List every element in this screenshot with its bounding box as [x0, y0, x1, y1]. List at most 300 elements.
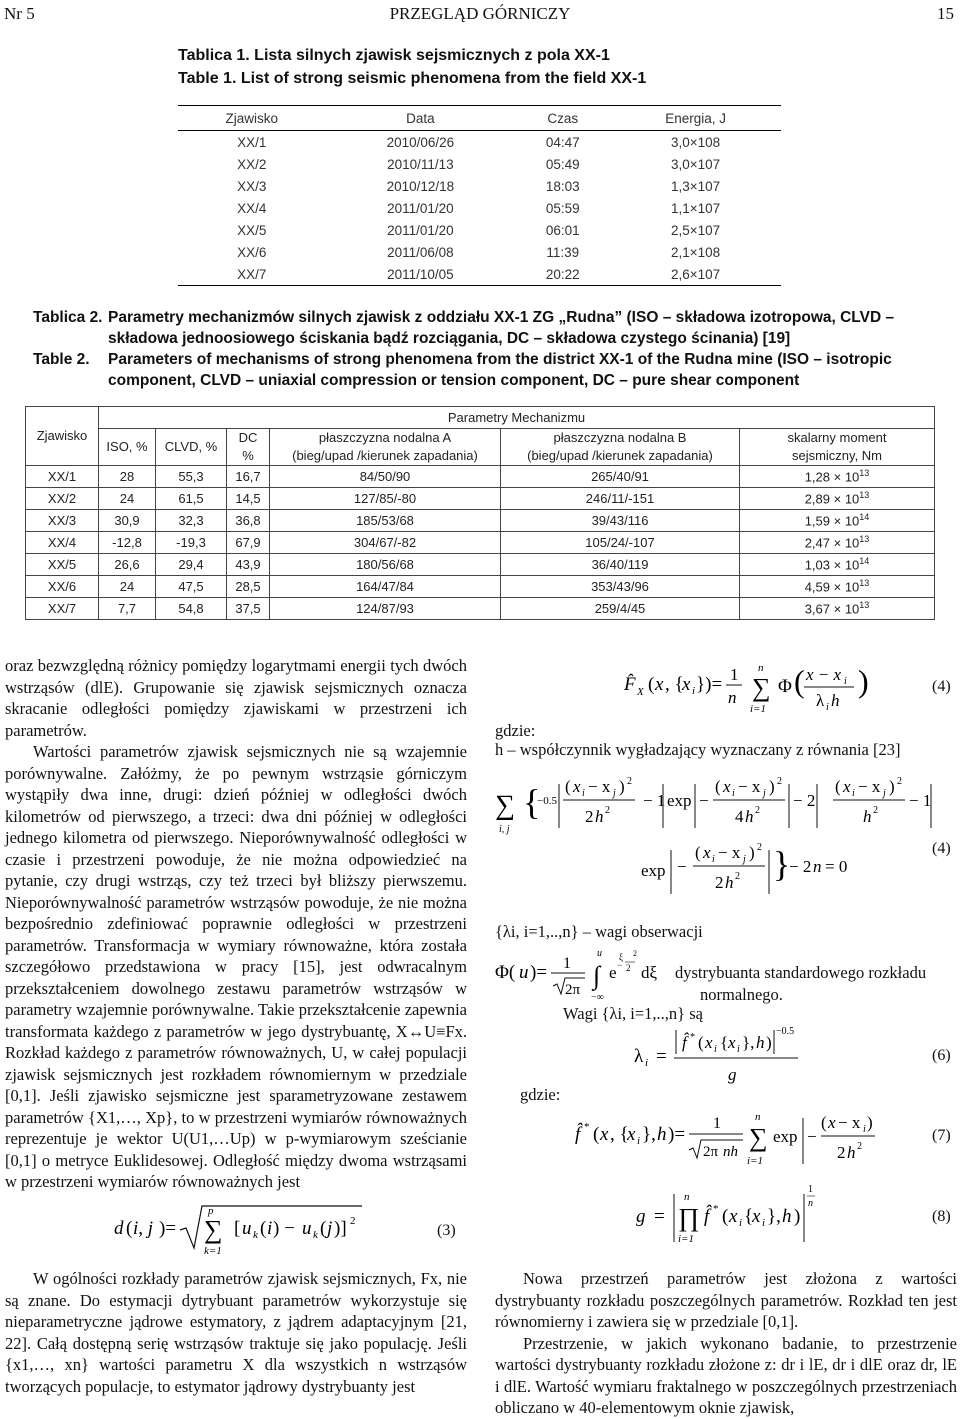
svg-text:nh: nh [723, 1144, 738, 1160]
svg-text:x: x [843, 777, 851, 796]
t2-header-plane-b [501, 429, 740, 466]
t1-cell: 3,0×108 [671, 134, 721, 150]
svg-text:)]: )] [334, 1218, 347, 1239]
t2-cell-a: 185/53/68 [270, 510, 501, 532]
journal-title: PRZEGLĄD GÓRNICZY [389, 4, 571, 23]
svg-text:i: i [582, 788, 585, 799]
svg-text:n: n [728, 688, 737, 707]
t2-cell-iso: 26,6 [99, 554, 156, 576]
t2-cell-clvd: 29,4 [156, 554, 227, 576]
svg-text:exp: exp [773, 1127, 798, 1146]
svg-text:i: i [737, 1044, 740, 1055]
svg-text:): ) [769, 777, 775, 796]
t1-cell: 04:47 [545, 134, 580, 150]
t1-cell: 2010/12/18 [386, 178, 455, 194]
svg-text:2: 2 [626, 963, 631, 973]
svg-text:2: 2 [755, 805, 760, 816]
t2-header-group: Parametry Mechanizmu [99, 407, 935, 429]
svg-text:h: h [863, 807, 872, 826]
t2-moment-exponent: 14 [859, 556, 870, 567]
svg-text:∑: ∑ [752, 673, 771, 702]
t1-row [178, 131, 781, 154]
t2-cell-dc: 43,9 [227, 554, 270, 576]
t2-cell-iso: 30,9 [99, 510, 156, 532]
svg-text:x: x [723, 777, 731, 796]
table1-caption-pl: Tablica 1. Lista silnych zjawisk sejsmicznych z pola XX-1 [178, 47, 610, 64]
t2-cell-clvd: 55,3 [156, 466, 227, 488]
t2-moment-times-ten: × 10 [830, 557, 860, 573]
t1-cell: 3,0×107 [671, 156, 721, 172]
table2 [25, 406, 935, 620]
svg-text:{: { [523, 782, 541, 822]
table2-label-pl: Tablica 2. [33, 309, 103, 326]
t1-cell: XX/6 [237, 244, 267, 260]
t1-row [178, 197, 781, 219]
t2-cell-moment [740, 576, 935, 598]
table2-caption-en: Parameters of mechanisms of strong phenomena from the district XX-1 of the Rudna mine (ISO – isotropic component, CLVD – uniaxial compression or tension component, DC – pure shear component [108, 351, 892, 389]
svg-text:2: 2 [627, 776, 632, 787]
t2-header-a2: (bieg/upad /kierunek zapadania) [292, 448, 478, 463]
equation-3 [110, 1200, 370, 1260]
svg-text:∏: ∏ [678, 1203, 700, 1232]
svg-text:j: j [613, 788, 616, 799]
t2-header-b1: płaszczyzna nodalna B [553, 430, 687, 445]
t1-cell: 06:01 [545, 222, 580, 238]
t1-cell: XX/3 [237, 178, 267, 194]
svg-text:− x: − x [858, 777, 881, 796]
svg-text:2π: 2π [565, 982, 581, 998]
svg-text:2: 2 [735, 871, 740, 882]
svg-text:)=: )= [668, 1124, 686, 1145]
t2-moment-times-ten: × 10 [830, 491, 860, 507]
svg-text:(: ( [695, 843, 701, 862]
t2-cell-dc: 36,8 [227, 510, 270, 532]
svg-text:x: x [705, 1033, 713, 1052]
table2-label-en: Table 2. [33, 351, 90, 368]
t1-cell: 18:03 [545, 178, 580, 194]
t1-cell: 11:39 [546, 244, 580, 260]
svg-text:2: 2 [777, 776, 782, 787]
t2-cell-b: 36/40/119 [501, 554, 740, 576]
t1-cell: 1,1×107 [671, 200, 721, 216]
page-header [0, 4, 960, 24]
svg-text:g: g [636, 1206, 646, 1227]
svg-text:, {: , { [610, 1124, 629, 1145]
svg-text:exp: exp [667, 791, 692, 810]
svg-text:h: h [725, 873, 734, 892]
t1-cell: 1,3×107 [671, 178, 721, 194]
svg-text:ξ: ξ [619, 952, 624, 962]
equation-8 [634, 1180, 834, 1256]
svg-text:, {: , { [665, 674, 684, 695]
svg-text:j: j [743, 854, 746, 865]
t1-cell: XX/2 [237, 156, 267, 172]
svg-text:f̂: f̂ [704, 1206, 710, 1227]
t2-moment-mantissa: 1,59 [804, 513, 830, 529]
t2-header-a1: płaszczyzna nodalna A [318, 430, 452, 445]
t2-moment-times-ten: × 10 [830, 469, 860, 485]
t2-cell-z: XX/5 [26, 554, 99, 576]
t2-header-m1: skalarny moment [787, 430, 887, 445]
t2-cell-a: 84/50/90 [270, 466, 501, 488]
t2-header-iso: ISO, % [99, 429, 156, 466]
svg-text:(: ( [565, 777, 571, 796]
svg-text:[: [ [234, 1218, 241, 1239]
t2-row [26, 532, 935, 554]
t2-cell-z: XX/3 [26, 510, 99, 532]
svg-text:i: i [739, 1217, 743, 1229]
t2-header-dc2: % [242, 448, 254, 463]
t1-cell: 2,6×107 [610, 263, 781, 286]
svg-text:x: x [729, 1206, 738, 1227]
svg-text:∑: ∑ [749, 1123, 768, 1152]
t1-cell: 20:22 [515, 263, 610, 286]
svg-text:*: * [584, 1121, 590, 1133]
svg-text:(: ( [126, 1218, 133, 1239]
svg-text:2: 2 [585, 807, 594, 826]
table2-caption-pl: Parametry mechanizmów silnych zjawisk z oddziału XX-1 ZG „Rudna” (ISO – składowa izotropowa, CLVD – składowa jednoosiowego ściskania bądź rozciągania, DC – składowa czystego ścinania) [19] [108, 309, 895, 347]
svg-text:− 2: − 2 [789, 857, 812, 876]
svg-text:i=1: i=1 [678, 1233, 694, 1245]
t1-cell: XX/1 [237, 134, 267, 150]
svg-text:i: i [714, 1044, 717, 1055]
svg-text:λ: λ [634, 1046, 644, 1067]
t2-header-m2: sejsmiczny, Nm [791, 448, 883, 463]
svg-text:−0.5: −0.5 [776, 1026, 795, 1037]
t2-cell-dc: 28,5 [227, 576, 270, 598]
svg-text:(: ( [648, 674, 655, 695]
svg-text:=: = [654, 1206, 665, 1227]
svg-text:): ) [794, 1206, 801, 1227]
svg-text:)=: )= [159, 1218, 177, 1239]
t2-cell-a: 124/87/93 [270, 598, 501, 620]
t2-header-dc1: DC [238, 430, 258, 445]
svg-text:g: g [728, 1065, 737, 1084]
svg-text:−0.5: −0.5 [537, 795, 557, 807]
svg-text:− 2: − 2 [793, 791, 816, 810]
svg-text:e: e [609, 963, 617, 982]
table1-caption [178, 44, 646, 90]
svg-text:(: ( [722, 1206, 729, 1227]
gdzie-2: gdzie: [520, 1085, 561, 1104]
t2-row [26, 576, 935, 598]
t2-cell-clvd: 61,5 [156, 488, 227, 510]
svg-text:i=1: i=1 [747, 1155, 763, 1167]
t2-header-moment [740, 429, 935, 466]
svg-text:}: } [773, 844, 791, 884]
svg-text:− x: − x [588, 777, 611, 796]
equation-7 [575, 1106, 875, 1172]
t1-cell: 2,1×108 [671, 244, 721, 260]
t2-cell-iso: 24 [99, 488, 156, 510]
svg-text:i=1: i=1 [750, 703, 766, 715]
svg-text:h: h [745, 807, 754, 826]
t2-cell-z: XX/2 [26, 488, 99, 510]
svg-text:(: ( [593, 1124, 600, 1145]
svg-text:f̂: f̂ [682, 1033, 687, 1052]
svg-text:u: u [597, 948, 602, 959]
wagi-line: Wagi {λi, i=1,..,n} są [563, 1004, 703, 1023]
svg-text:j: j [883, 788, 886, 799]
svg-text:n: n [813, 857, 822, 876]
right-paragraph-1: Nowa przestrzeń parametrów jest złożona z wartości dystrybuanty rozkładu poszczególnych parametrów. Rozkład ten jest równomierny i zawiera się w przedziale [0,1]. [495, 1269, 957, 1331]
t2-row [26, 488, 935, 510]
t1-header-cell: Energia, J [610, 106, 781, 131]
svg-text:x: x [655, 674, 664, 695]
svg-text:(: ( [698, 1033, 704, 1052]
left-paragraph-2: Wartości parametrów zjawisk sejsmicznych nie są wzajemnie porównywalne. Załóżmy, że po pewnym wstrząsie górniczym wystąpiły dwa inne, drugi: dzień później w odległości dwóch kilometrów od pierwszego, a trzeci: dwa dni później w odległości jednego kilometra od pierwszego. Nieporównywalność odległości w czasie i przestrzeni powoduje, że nie można odpowiedzieć na pytanie, czy drugi wstrząs, czy też trzeci był bliższy pierwszemu. Nieporównywalność parametrów wstrząsów powoduje, że nie można bezpośrednio zdefiniować poprawnie odległości w przestrzeni parametrów. Transformacja w wymiary równoważne, która została szczegółowo przedstawiona w pracy [15], jest odwracalnym przekształceniem dowolnego zestawu parametrów wstrząsów w parametry wzajemnie porównywalne. Takie przekształcenie zapewnia transformata każdego z parametrów w jego dystrybuantę, X↔U≡Fx. Rozkład każdego z parametrów równoważnych, U, w całej populacji zjawisk sejsmicznych jest rozkładem równomiernym w przedziale [0,1]. Jeśli zjawisko sejsmiczne jest sparametryzowane zestawem parametrów {X1,…, Xp}, to w przestrzeni wymiarów równoważnych reprezentuje je wektor U(U1,…Up) w p-wymiarowym sześcianie [0,1] o metryce Euklidesowej. Odległość między dwoma wstrząsami w przestrzeni wymiarów równoważnych jest [5, 742, 467, 1191]
t1-row [178, 153, 781, 175]
svg-text:1: 1 [563, 955, 571, 972]
t1-header-cell: Zjawisko [178, 106, 326, 131]
page-number: 15 [937, 4, 954, 23]
svg-text:h: h [756, 1033, 765, 1052]
svg-text:1: 1 [730, 665, 739, 684]
svg-text:2π: 2π [703, 1144, 719, 1160]
svg-text:x: x [703, 843, 711, 862]
t1-cell: XX/7 [178, 263, 326, 286]
svg-text:(: ( [260, 1218, 267, 1239]
svg-text:2: 2 [857, 1141, 862, 1152]
t2-cell-b: 246/11/-151 [501, 488, 740, 510]
t1-cell: XX/5 [237, 222, 267, 238]
t2-header-clvd: CLVD, % [156, 429, 227, 466]
t2-cell-z: XX/1 [26, 466, 99, 488]
svg-text:∫: ∫ [593, 961, 601, 990]
svg-text:2: 2 [605, 805, 610, 816]
t2-cell-moment [740, 466, 935, 488]
svg-text:λ: λ [816, 691, 825, 710]
svg-text:},: }, [767, 1206, 781, 1227]
t2-row [26, 598, 935, 620]
t2-cell-iso: 7,7 [99, 598, 156, 620]
t1-cell: 2,5×107 [671, 222, 721, 238]
t2-moment-mantissa: 3,67 [804, 601, 830, 617]
svg-text:k=1: k=1 [204, 1245, 222, 1257]
svg-text:) −: ) − [273, 1218, 295, 1239]
t2-moment-times-ten: × 10 [830, 535, 860, 551]
t1-cell: 2011/06/08 [387, 244, 454, 260]
svg-text:n: n [808, 1198, 813, 1209]
svg-text:∑: ∑ [204, 1215, 223, 1244]
t2-moment-exponent: 13 [859, 600, 870, 611]
t2-cell-z: XX/4 [26, 532, 99, 554]
svg-text:=: = [656, 1046, 667, 1067]
svg-text:1: 1 [808, 1184, 813, 1195]
svg-text:x: x [573, 777, 581, 796]
left-paragraph-1: oraz bezwzględną różnicy pomiędzy logarytmami energii tych dwóch wstrząsów (dlE). Grupowanie się zjawisk sejsmicznych oznacza skracanie odległości pomiędzy zjawiskami w przestrzeni ich parametrów. [5, 656, 467, 740]
svg-text:= 0: = 0 [825, 857, 848, 876]
svg-text:Φ: Φ [778, 676, 792, 697]
t2-row [26, 554, 935, 576]
equation-8-number: (8) [932, 1208, 951, 1225]
svg-text:h: h [657, 1124, 667, 1145]
svg-text:h: h [831, 691, 840, 710]
svg-text:2: 2 [350, 1215, 356, 1227]
svg-text:−: − [807, 1127, 817, 1146]
t2-row [26, 466, 935, 488]
svg-text:n: n [758, 662, 764, 674]
t2-moment-mantissa: 2,89 [804, 491, 830, 507]
svg-text:k: k [253, 1229, 258, 1241]
lambda-line: {λi, i=1,..,n} – wagi obserwacji [495, 922, 703, 941]
t2-moment-times-ten: × 10 [830, 579, 860, 595]
svg-text:(: ( [320, 1218, 327, 1239]
svg-text:x: x [752, 1206, 761, 1227]
t2-moment-exponent: 13 [859, 490, 870, 501]
t2-cell-iso: -12,8 [99, 532, 156, 554]
svg-text:i: i [826, 702, 829, 713]
t2-cell-moment [740, 532, 935, 554]
svg-text:∑: ∑ [495, 790, 515, 821]
t2-cell-dc: 37,5 [227, 598, 270, 620]
svg-text:): ) [619, 777, 625, 796]
svg-text:2: 2 [633, 949, 637, 958]
t2-moment-exponent: 14 [859, 512, 870, 523]
svg-text:2: 2 [873, 805, 878, 816]
t2-cell-b: 105/24/-107 [501, 532, 740, 554]
t2-cell-a: 127/85/-80 [270, 488, 501, 510]
svg-text:h: h [782, 1206, 792, 1227]
t2-cell-dc: 16,7 [227, 466, 270, 488]
table2-caption [33, 307, 933, 391]
svg-text:i, j: i, j [133, 1218, 154, 1239]
svg-text:{: { [720, 1033, 729, 1052]
svg-text:x: x [682, 674, 691, 695]
svg-text:X: X [637, 686, 644, 698]
svg-text:i: i [637, 1135, 641, 1147]
svg-text:(: ( [794, 663, 805, 699]
t2-cell-z: XX/7 [26, 598, 99, 620]
svg-text:2: 2 [757, 842, 762, 853]
t1-row [178, 175, 781, 197]
svg-text:{: { [744, 1206, 754, 1227]
t1-header-cell: Data [326, 106, 516, 131]
svg-text:): ) [867, 1113, 873, 1132]
equation-6-number: (6) [932, 1047, 951, 1064]
h-description: h – współczynnik wygładzający wyznaczany z równania [23] [495, 740, 901, 759]
t1-row [178, 241, 781, 263]
table1-caption-en: Table 1. List of strong seismic phenomena from the field XX-1 [178, 70, 647, 87]
svg-text:i: i [863, 1124, 866, 1135]
equation-phi [495, 946, 675, 1002]
svg-text:u: u [302, 1218, 312, 1239]
svg-text:u: u [242, 1218, 252, 1239]
svg-text:},: }, [642, 1124, 656, 1145]
svg-text:d: d [114, 1218, 124, 1239]
gdzie-1: gdzie: [495, 721, 536, 740]
svg-text:4: 4 [735, 807, 744, 826]
t1-cell: 2011/10/05 [326, 263, 516, 286]
svg-text:n: n [755, 1111, 761, 1123]
svg-text:): ) [749, 843, 755, 862]
svg-text:x − x: x − x [806, 665, 842, 684]
t1-cell: 2011/01/20 [387, 200, 454, 216]
t2-moment-mantissa: 1,28 [804, 469, 830, 485]
svg-text:− 1: − 1 [909, 791, 932, 810]
svg-text:k: k [313, 1229, 318, 1241]
t2-cell-dc: 67,9 [227, 532, 270, 554]
t2-cell-iso: 28 [99, 466, 156, 488]
svg-text:−: − [699, 791, 709, 810]
phi-description-1: dystrybuanta standardowego rozkładu [675, 963, 927, 982]
svg-text:dξ: dξ [641, 963, 658, 982]
t2-moment-times-ten: × 10 [830, 601, 860, 617]
svg-text:*: * [690, 1032, 695, 1043]
t2-moment-exponent: 13 [859, 534, 870, 545]
equation-4a [620, 660, 880, 718]
t2-cell-a: 180/56/68 [270, 554, 501, 576]
t2-cell-iso: 24 [99, 576, 156, 598]
t1-cell: 2011/01/20 [387, 222, 454, 238]
svg-text:})=: })= [696, 674, 723, 695]
t1-cell: 2010/11/13 [387, 156, 454, 172]
t2-cell-b: 353/43/96 [501, 576, 740, 598]
svg-text:− x: − x [718, 843, 741, 862]
svg-text:(: ( [715, 777, 721, 796]
t1-cell: 05:59 [545, 200, 580, 216]
svg-text:n: n [684, 1191, 690, 1203]
svg-text:x: x [828, 1113, 836, 1132]
svg-text:i: i [732, 788, 735, 799]
t2-cell-b: 259/4/45 [501, 598, 740, 620]
svg-text:x: x [600, 1124, 609, 1145]
svg-text:i: i [844, 676, 847, 687]
t2-row [26, 510, 935, 532]
svg-text:2: 2 [897, 776, 902, 787]
t2-cell-moment [740, 598, 935, 620]
svg-text:u: u [519, 962, 529, 983]
svg-text:j: j [763, 788, 766, 799]
left-paragraph-3: W ogólności rozkłady parametrów zjawisk sejsmicznych, Fx, nie są znane. Do estymacji dytrybuant parametrów wykorzystuje się nieparametryczne jądrowe estymatory, z jądrem adaptacyjnym [21, 22]. Całą dostępną serię wstrząsów traktuje się jako populację. Jeśli {x1,…, xn} wartości parametru X dla wszystkich n wstrząsów tworzących populacje, to estymator jądrowy dystrybuanty jest [5, 1269, 467, 1396]
t2-cell-z: XX/6 [26, 576, 99, 598]
t2-moment-exponent: 13 [859, 468, 870, 479]
svg-text:(: ( [835, 777, 841, 796]
svg-text:i: i [267, 1218, 273, 1239]
svg-text:): ) [858, 663, 869, 699]
svg-text:i: i [762, 1217, 766, 1229]
svg-text:−∞: −∞ [591, 992, 604, 1002]
t2-cell-clvd: 32,3 [156, 510, 227, 532]
svg-text:i: i [645, 1057, 649, 1069]
svg-text:): ) [889, 777, 895, 796]
equation-4b [495, 770, 935, 900]
t2-header-plane-a [270, 429, 501, 466]
svg-text:i, j: i, j [499, 824, 510, 835]
svg-text:*: * [713, 1203, 719, 1215]
t1-row [178, 219, 781, 241]
table1 [178, 105, 781, 286]
t2-header-zjawisko: Zjawisko [26, 407, 99, 466]
t2-moment-mantissa: 1,03 [804, 557, 830, 573]
t2-cell-moment [740, 510, 935, 532]
t2-cell-a: 304/67/-82 [270, 532, 501, 554]
svg-text:h: h [595, 807, 604, 826]
t2-moment-times-ten: × 10 [830, 513, 860, 529]
t2-cell-b: 265/40/91 [501, 466, 740, 488]
t2-cell-clvd: -19,3 [156, 532, 227, 554]
right-paragraph-2: Przestrzenie, w jakich wykonano badanie, to przestrzenie wartości dystrybuanty rozkładu złożone z: dr i lE, dr i dlE oraz dr, lE i dlE. Wartość wymiaru fraktalnego w poszczególnych przestrzeniach obliczano w 40-elementowym oknie zjawisk, [495, 1333, 957, 1417]
t1-cell: 05:49 [545, 156, 580, 172]
svg-text:− 1: − 1 [643, 791, 666, 810]
t2-moment-mantissa: 2,47 [804, 535, 830, 551]
t1-cell: XX/4 [237, 200, 267, 216]
phi-description-2: normalnego. [700, 985, 783, 1004]
equation-7-number: (7) [932, 1127, 951, 1144]
svg-text:2: 2 [837, 1143, 846, 1162]
svg-text:(: ( [821, 1113, 827, 1132]
svg-text:1: 1 [713, 1115, 721, 1132]
